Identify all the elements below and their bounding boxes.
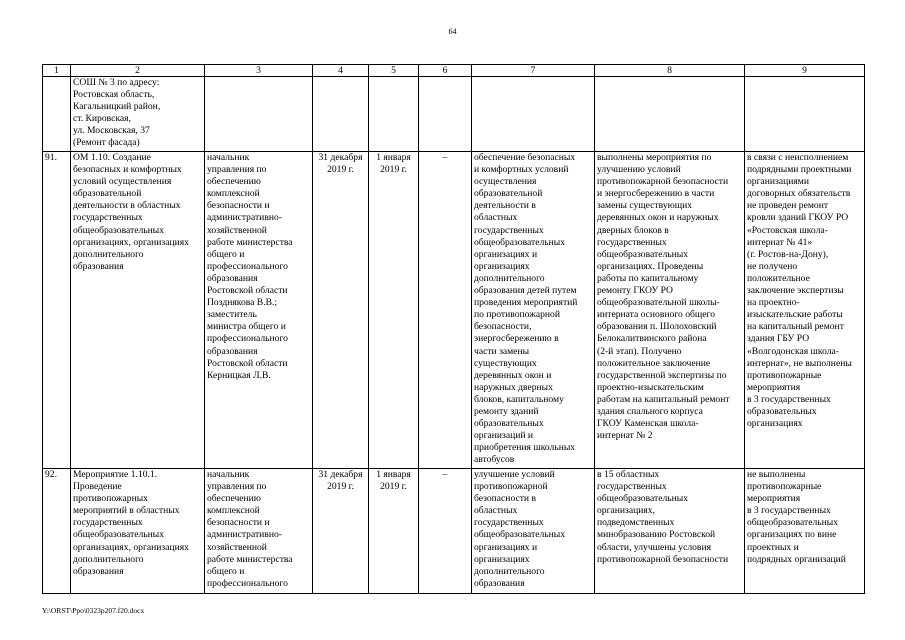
header-cell: 6 [419, 65, 472, 77]
header-cell: 3 [205, 65, 313, 77]
dash-value: – [442, 469, 448, 480]
header-cell: 4 [313, 65, 369, 77]
table-cell [745, 469, 865, 594]
table-cell [313, 77, 369, 152]
activity-name: СОШ № 3 по адресу: Ростовская область, Кагальницкий район, ст. Кировская, ул. Московская, 37 (Ремонт фасада) [73, 77, 161, 149]
table-cell [472, 152, 595, 469]
file-path-footer: Y:\ORST\Ppo\0323p207.f20.docx [42, 606, 145, 615]
header-row [43, 65, 865, 77]
table-cell [205, 77, 313, 152]
table-cell [369, 77, 419, 152]
table-cell [419, 77, 472, 152]
header-cell: 7 [472, 65, 595, 77]
responsible-person: начальник управления по обеспечению комплексной безопасности и административно- хозяйственной работе министерства общего и профессионального [207, 469, 293, 589]
table-cell [419, 469, 472, 594]
table-cell [745, 77, 865, 152]
dash-value: – [442, 152, 448, 163]
table-cell [313, 469, 369, 594]
row-number-text: 92. [45, 469, 57, 480]
table-cell [71, 152, 205, 469]
header-cell: 9 [745, 65, 865, 77]
actual-result: в 15 областных государственных общеобразовательных организациях, подведомственных минобразованию Ростовской области, улучшены условия противопожарной безопасности [597, 469, 729, 565]
expected-result: улучшение условий противопожарной безопасности в областных государственных общеобразовательных организациях и организациях дополнительного образования [474, 469, 565, 589]
table-cell [369, 152, 419, 469]
table-cell [71, 77, 205, 152]
row-number-text: 91. [45, 152, 57, 163]
table-row-continuation [43, 77, 865, 152]
planned-date: 31 декабря 2019 г. [318, 469, 363, 493]
table-cell [472, 77, 595, 152]
header-cell: 2 [71, 65, 205, 77]
table-cell [595, 152, 745, 469]
header-cell: 5 [369, 65, 419, 77]
table-cell [595, 77, 745, 152]
page-number: 64 [448, 27, 457, 36]
table-cell [313, 152, 369, 469]
actual-start-date: 1 января 2019 г. [376, 152, 411, 176]
row-number [43, 152, 71, 469]
header-cell: 1 [43, 65, 71, 77]
actual-start-date: 1 января 2019 г. [376, 469, 411, 493]
row-number [43, 469, 71, 594]
non-fulfillment-reasons: в связи с неисполнением подрядными проектными организациями договорных обязательств не проведен ремонт кровли зданий ГКОУ РО «Ростовская школа- интернат № 41» (г. Ростов-на-Дону), не получено положительное заключение экспертизы на проектно- изыскательские работы на капитальный ремонт здания ГБУ РО «Волгодонская школа- интернат», не выполнены противопожарные мероприятия в 3 государственных образовательных организациях [747, 152, 852, 430]
activity-name: Мероприятие 1.10.1. Проведение противопожарных мероприятий в областных государственных общеобразовательных организациях, организациях дополнительного образования [73, 469, 189, 577]
table-cell [205, 152, 313, 469]
report-table [42, 64, 865, 594]
table-cell [71, 469, 205, 594]
planned-date: 31 декабря 2019 г. [318, 152, 363, 176]
activity-name: ОМ 1.10. Создание безопасных и комфортных условий осуществления образовательной деятельности в областных государственных общеобразовательных организациях, организациях дополнительного образования [73, 152, 189, 272]
table-cell [205, 469, 313, 594]
table-cell [43, 77, 71, 152]
table-cell [745, 152, 865, 469]
responsible-person: начальник управления по обеспечению комплексной безопасности и административно- хозяйственной работе министерства общего и профессионального образования Ростовской области Позднякова В.В.; заместитель министра общего и профессионального образования Ростовской области Керницкая Л.В. [207, 152, 293, 381]
table-cell [472, 469, 595, 594]
table-row [43, 469, 865, 594]
header-cell: 8 [595, 65, 745, 77]
actual-result: выполнены мероприятия по улучшению условий противопожарной безопасности и энергосбережению в части замены существующих деревянных окон и наружных дверных блоков в государственных общеобразовательных организациях. Проведены работы по капитальному ремонту ГКОУ РО общеобразовательной школы- интерната основного общего образования п. Шолоховский Белокалитвинского района (2-й этап). Получено положительное заключение государственной экспертизы по проектно-изыскательским работам на капитальный ремонт здания спального корпуса ГКОУ Каменская школа- интернат № 2 [597, 152, 730, 442]
table-cell [595, 469, 745, 594]
table-cell [419, 152, 472, 469]
non-fulfillment-reasons: не выполнены противопожарные мероприятия в 3 государственных общеобразовательных организациях по вине проектных и подрядных организаций [747, 469, 846, 565]
table-row [43, 152, 865, 469]
expected-result: обеспечение безопасных и комфортных условий осуществления образовательной деятельности в областных государственных общеобразовательных организациях и организациях дополнительного образования детей путем проведения мероприятий по противопожарной безопасности, энергосбережению в части замены существующих деревянных окон и наружных дверных блоков, капитальному ремонту зданий образовательных организаций и приобретения школьных автобусов [474, 152, 578, 466]
table-cell [369, 469, 419, 594]
